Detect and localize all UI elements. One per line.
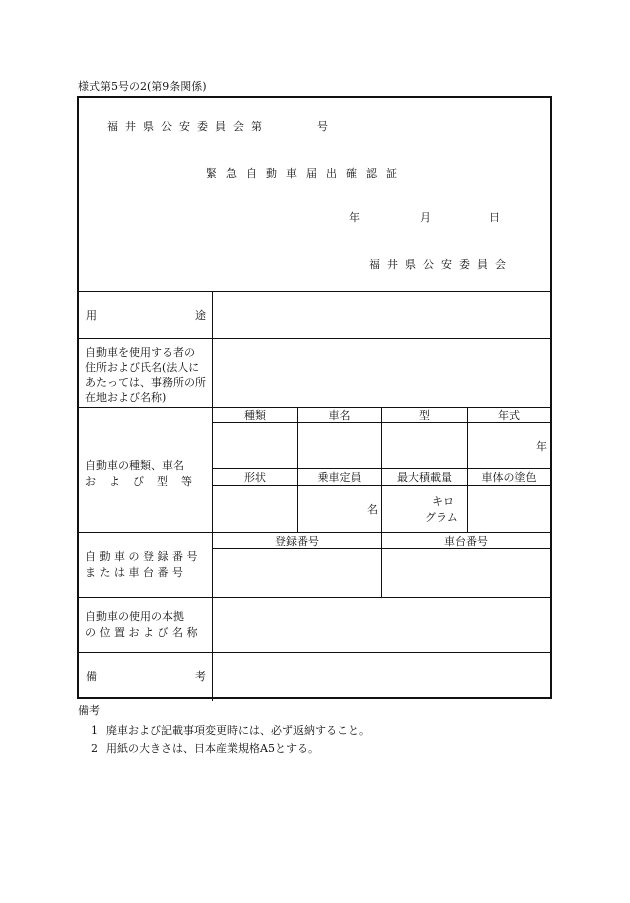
certificate-title: 緊急自動車届出確認証 xyxy=(206,167,406,180)
notes-title: 備考 xyxy=(78,704,100,717)
header-capacity: 乗車定員 xyxy=(317,471,362,484)
number-suffix: 号 xyxy=(317,120,328,133)
load-unit-gram: グラム xyxy=(425,511,458,524)
location-field[interactable] xyxy=(213,598,550,652)
note-2-text: 用紙の大きさは、日本産業規格A5とする。 xyxy=(106,742,319,755)
date-month: 月 xyxy=(420,211,431,224)
location-label: 自動車の使用の本拠 の 位 置 お よ び 名 称 xyxy=(85,610,198,639)
header-kind: 種類 xyxy=(244,409,266,422)
header-body-color: 車体の塗色 xyxy=(481,471,537,484)
remarks-label-a: 備 xyxy=(86,670,97,683)
note-1-number: 1 xyxy=(91,724,98,737)
chassis-number-field[interactable] xyxy=(382,549,550,597)
purpose-field[interactable] xyxy=(213,292,550,338)
purpose-label-b: 途 xyxy=(195,309,206,322)
user-address-field[interactable] xyxy=(213,339,550,407)
header-shape: 形状 xyxy=(244,471,266,484)
vehicle-type-label: 自動車の種類、車名 お よ び 型 等 xyxy=(85,459,193,488)
load-unit-kilo: キロ xyxy=(432,495,454,508)
form-number: 様式第5号の2(第9条関係) xyxy=(78,80,207,93)
date-day: 日 xyxy=(489,211,500,224)
note-1-text: 廃車および記載事項変更時には、必ず返納すること。 xyxy=(106,724,370,737)
date-year: 年 xyxy=(349,211,360,224)
header-max-load: 最大積載量 xyxy=(397,471,452,484)
user-address-label: 自動車を使用する者の 住所および氏名(法人に あたっては、事務所の所 在地および名称) xyxy=(85,346,206,404)
registration-number-field[interactable] xyxy=(213,549,381,597)
header-car-name: 車名 xyxy=(328,409,351,422)
header-chassis-number: 車台番号 xyxy=(444,535,488,548)
capacity-unit: 名 xyxy=(367,503,378,516)
header-model-year: 年式 xyxy=(498,409,520,422)
remarks-field[interactable] xyxy=(213,653,550,699)
header-registration-number: 登録番号 xyxy=(275,535,319,548)
remarks-label-b: 考 xyxy=(195,670,206,683)
note-2-number: 2 xyxy=(91,742,98,755)
registration-label: 自 動 車 の 登 録 番 号 ま た は 車 台 番 号 xyxy=(85,550,198,579)
issuer-name: 福井県公安委員会 xyxy=(369,258,513,271)
year-unit: 年 xyxy=(536,440,547,453)
certificate-form xyxy=(77,96,552,699)
purpose-label-a: 用 xyxy=(86,309,97,322)
header-model: 型 xyxy=(419,409,430,422)
commission-number-label: 福井県公安委員会第 xyxy=(107,120,269,133)
